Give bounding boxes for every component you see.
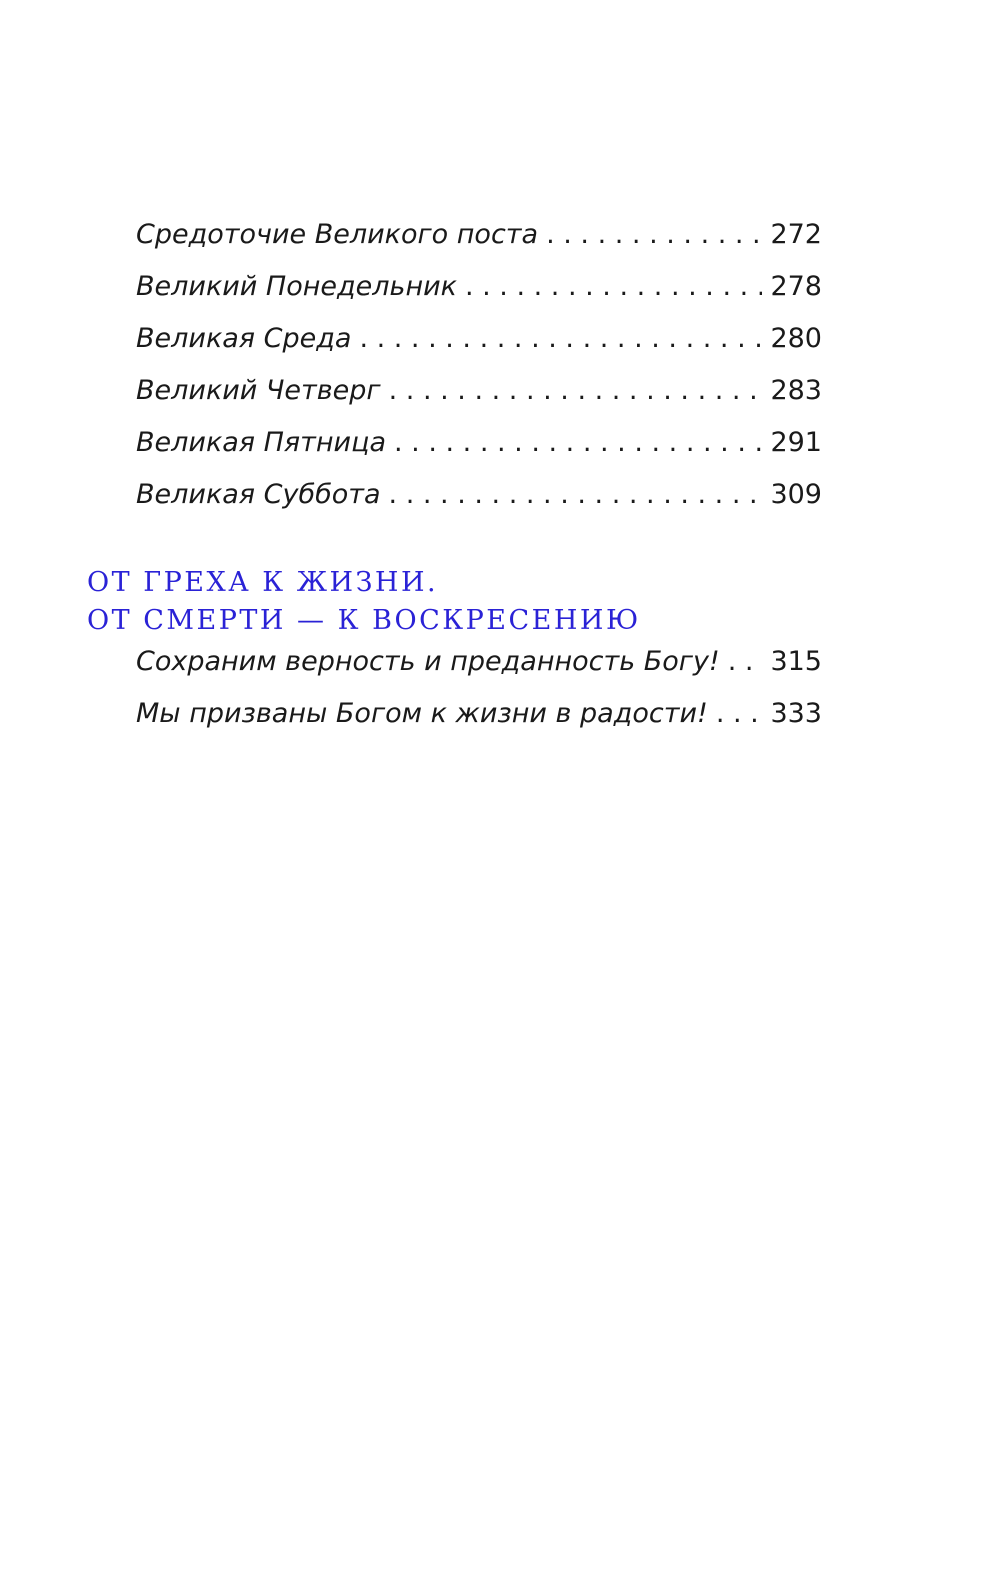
toc-entry-page: 278 xyxy=(770,271,822,302)
toc-entry[interactable] xyxy=(136,219,822,271)
toc-entry-title: Мы призваны Богом к жизни в радости! xyxy=(136,698,708,729)
section-heading-line-2: ОТ СМЕРТИ — К ВОСКРЕСЕНИЮ xyxy=(87,605,641,636)
toc-entry[interactable] xyxy=(136,323,822,375)
toc-entry-title: Сохраним верность и преданность Богу! xyxy=(136,646,720,677)
toc-entry[interactable] xyxy=(136,479,822,531)
dot-leader xyxy=(716,698,763,729)
toc-entry[interactable] xyxy=(136,427,822,479)
toc-entry[interactable] xyxy=(136,646,822,698)
dot-leader xyxy=(465,271,762,302)
toc-entry-title: Великая Суббота xyxy=(136,479,381,510)
toc-entry-page: 280 xyxy=(770,323,822,354)
toc-entry-title: Великая Среда xyxy=(136,323,352,354)
toc-group-resurrection xyxy=(136,646,822,750)
toc-entry[interactable] xyxy=(136,271,822,323)
dot-leader xyxy=(389,375,763,406)
toc-entry-title: Великий Четверг xyxy=(136,375,381,406)
toc-entry-page: 333 xyxy=(770,698,822,729)
dot-leader xyxy=(389,479,763,510)
toc-entry-title: Великая Пятница xyxy=(136,427,387,458)
toc-entry[interactable] xyxy=(136,375,822,427)
dot-leader xyxy=(728,646,763,677)
toc-entry-title: Средоточие Великого поста xyxy=(136,219,539,250)
toc-entry[interactable] xyxy=(136,698,822,750)
toc-entry-title: Великий Понедельник xyxy=(136,271,457,302)
toc-entry-page: 272 xyxy=(770,219,822,250)
toc-entry-page: 283 xyxy=(770,375,822,406)
toc-entry-page: 309 xyxy=(770,479,822,510)
toc-entry-page: 291 xyxy=(770,427,822,458)
toc-group-lent xyxy=(136,219,822,531)
dot-leader xyxy=(546,219,762,250)
dot-leader xyxy=(394,427,762,458)
dot-leader xyxy=(359,323,762,354)
section-heading-line-1: ОТ ГРЕХА К ЖИЗНИ. xyxy=(87,567,439,598)
section-heading[interactable] xyxy=(87,564,641,640)
toc-entry-page: 315 xyxy=(770,646,822,677)
